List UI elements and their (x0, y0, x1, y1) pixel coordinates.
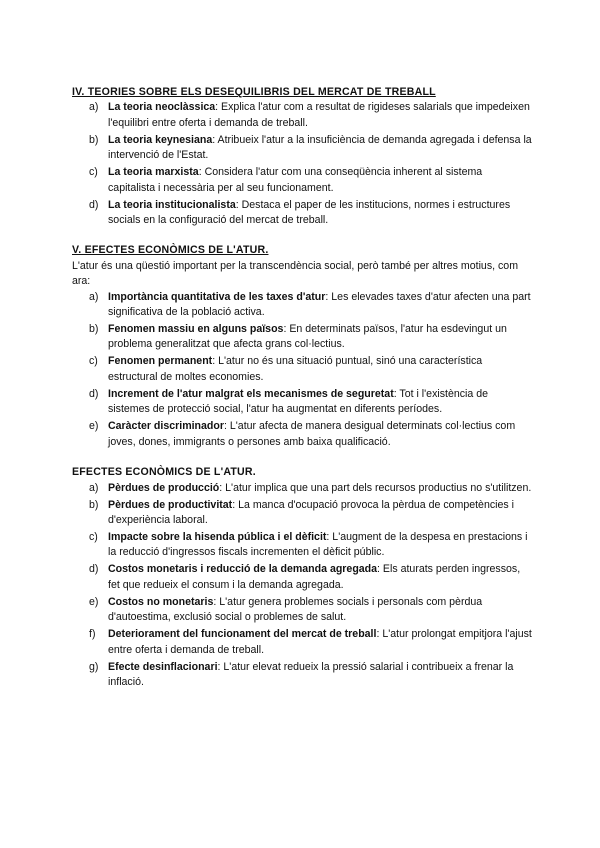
item-term: Impacte sobre la hisenda pública i el dèficit (108, 530, 327, 543)
item-text: : Explica l'atur com a resultat de rigideses salarials que impedeixen l'equilibri entre oferta i demanda de treball. (108, 101, 530, 129)
list-item (72, 198, 532, 229)
item-term: La teoria neoclàssica (108, 101, 216, 114)
list-item (72, 165, 532, 196)
list-item (72, 290, 532, 321)
item-term: Caràcter discriminador (108, 420, 224, 433)
item-letter: a) (89, 481, 99, 494)
item-term: Fenomen massiu en alguns països (108, 323, 284, 336)
item-text: : L'atur no és una situació puntual, sinó una característica estructural de moltes economies. (108, 355, 483, 383)
list-item (72, 530, 532, 561)
section-heading: EFECTES ECONÒMICS DE L'ATUR. (72, 466, 256, 479)
item-letter: e) (89, 595, 99, 608)
item-letter: c) (89, 166, 98, 179)
section-heading: V. EFECTES ECONÒMICS DE L'ATUR. (72, 244, 269, 257)
item-text: : L'atur implica que una part dels recursos productius no s'utilitzen. (219, 481, 532, 494)
item-letter: b) (89, 498, 99, 511)
item-term: Costos monetaris i reducció de la demanda agregada (108, 563, 378, 576)
item-letter: g) (89, 660, 99, 673)
item-text: : Les elevades taxes d'atur afecten una part significativa de la població activa. (108, 290, 531, 319)
section-theories (72, 85, 532, 228)
document-page (72, 85, 532, 705)
item-term: Costos no monetaris (108, 595, 214, 608)
item-text: : Considera l'atur com una conseqüència inherent al sistema capitalista i necessària per al seu funcionament. (108, 166, 483, 194)
item-letter: a) (89, 101, 99, 114)
list-item (72, 627, 532, 658)
section-heading: IV. TEORIES SOBRE ELS DESEQUILIBRIS DEL MERCAT DE TREBALL (72, 86, 436, 98)
list-item (72, 660, 532, 691)
list-item (72, 595, 532, 626)
item-term: La teoria keynesiana (108, 133, 213, 146)
item-letter: e) (89, 420, 99, 433)
item-letter: f) (89, 628, 96, 641)
item-term: Pèrdues de productivitat (108, 498, 233, 511)
effects-list (72, 481, 532, 691)
item-text: : En determinats països, l'atur ha esdevingut un problema generalitzat que afecta grans col·lectius. (108, 323, 507, 351)
item-text: : Tot i l'existència de sistemes de protecció social, l'atur ha augmentat en diferents períodes. (108, 387, 489, 416)
list-item (72, 562, 532, 593)
item-text: : L'atur genera problemes socials i personals com pèrdua d'autoestima, exclusió social o problemes de salut. (108, 595, 483, 624)
item-text: : Atribueix l'atur a la insuficiència de demanda agregada i defensa la intervenció de l'Estat. (108, 133, 532, 162)
section-economic-effects (72, 243, 532, 450)
item-text: : L'atur elevat redueix la pressió salarial i contribueix a frenar la inflació. (108, 660, 514, 688)
item-text: : Destaca el paper de les institucions, normes i estructures socials en la configuració del mercat de treball. (108, 198, 511, 227)
item-term: La teoria marxista (108, 166, 199, 179)
item-term: Deteriorament del funcionament del mercat de treball (108, 628, 377, 641)
item-letter: b) (89, 323, 99, 336)
list-item (72, 322, 532, 353)
item-letter: c) (89, 355, 98, 368)
list-item (72, 481, 532, 496)
item-letter: a) (89, 290, 99, 303)
item-term: La teoria institucionalista (108, 198, 236, 211)
item-letter: d) (89, 198, 99, 211)
item-term: Fenomen permanent (108, 355, 213, 368)
item-term: Importància quantitativa de les taxes d'atur (108, 290, 326, 303)
list-item (72, 354, 532, 385)
section-intro: L'atur és una qüestió important per la transcendència social, però també per altres motius, com ara: (72, 259, 519, 288)
list-item (72, 100, 532, 131)
item-text: : La manca d'ocupació provoca la pèrdua de competències i d'experiència laboral. (108, 498, 514, 526)
theories-list (72, 100, 532, 228)
item-letter: c) (89, 530, 98, 543)
list-item (72, 133, 532, 164)
item-term: Pèrdues de producció (108, 481, 220, 494)
item-letter: d) (89, 387, 99, 400)
item-text: : Els aturats perden ingressos, fet que redueix el consum i la demanda agregada. (108, 563, 521, 591)
list-item (72, 387, 532, 418)
item-letter: d) (89, 563, 99, 576)
effects-reasons-list (72, 290, 532, 450)
item-letter: b) (89, 133, 99, 146)
item-text: : L'atur afecta de manera desigual determinats col·lectius com joves, dones, immigrants o persones amb baixa qualificació. (108, 420, 516, 448)
item-text: : L'augment de la despesa en prestacions i la reducció d'ingressos fiscals incrementen el dèficit públic. (108, 530, 528, 559)
list-item (72, 419, 532, 450)
item-text: : L'atur prolongat empitjora l'ajust entre oferta i demanda de treball. (108, 628, 532, 656)
section-effects-list (72, 465, 532, 690)
item-term: Increment de l'atur malgrat els mecanismes de seguretat (108, 387, 394, 400)
item-term: Efecte desinflacionari (108, 660, 218, 673)
list-item (72, 498, 532, 529)
